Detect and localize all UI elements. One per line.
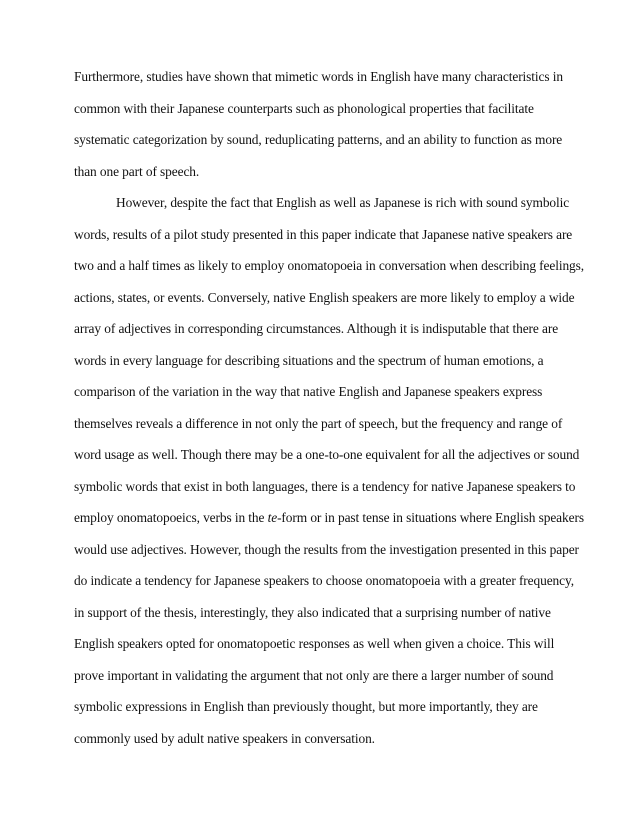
text-line-21: symbolic expressions in English than previously thought, but more importantly, they are [74, 699, 538, 714]
text-line-15-after: -form or in past tense in situations where English speakers [277, 510, 584, 525]
text-line-1: Furthermore, studies have shown that mimetic words in English have many characteristics in [74, 69, 563, 84]
text-line-15 [74, 507, 584, 539]
text-line-20: prove important in validating the argument that not only are there a larger number of sound [74, 667, 554, 683]
text-line-17: do indicate a tendency for Japanese speakers to choose onomatopoeia with a greater frequency, [74, 573, 574, 588]
text-line-10: words in every language for describing situations and the spectrum of human emotions, a [74, 352, 544, 368]
text-line-4: than one part of speech. [74, 163, 200, 179]
paragraph-2-first-line: However, despite the fact that English as well as Japanese is rich with sound symbolic [116, 195, 570, 210]
text-line-19: English speakers opted for onomatopoetic responses as well when given a choice. This will [74, 636, 555, 651]
text-line-13: word usage as well. Though there may be a one-to-one equivalent for all the adjectives or sound [74, 447, 580, 462]
text-line-9: array of adjectives in corresponding circumstances. Although it is indisputable that there are [74, 321, 559, 336]
text-line-15-before: employ onomatopoeics, verbs in the [74, 510, 268, 525]
text-line-16: would use adjectives. However, though the results from the investigation presented in this paper [74, 541, 579, 557]
text-line-3: systematic categorization by sound, reduplicating patterns, and an ability to function as more [74, 132, 563, 147]
text-line-11: comparison of the variation in the way that native English and Japanese speakers express [74, 384, 543, 399]
text-line-7: two and a half times as likely to employ onomatopoeia in conversation when describing feelings, [74, 258, 585, 273]
text-line-8: actions, states, or events. Conversely, native English speakers are more likely to employ a wide [74, 289, 575, 305]
te-form-italic: te [267, 510, 278, 525]
text-line-18: in support of the thesis, interestingly, they also indicated that a surprising number of native [74, 604, 551, 620]
text-line-14: symbolic words that exist in both languages, there is a tendency for native Japanese speakers to [74, 478, 576, 494]
text-line-12: themselves reveals a difference in not only the part of speech, but the frequency and range of [74, 415, 563, 431]
text-line-22: commonly used by adult native speakers in conversation. [74, 730, 375, 746]
body-text [74, 66, 585, 759]
text-line-6: words, results of a pilot study presented in this paper indicate that Japanese native speakers are [74, 226, 573, 242]
text-line-2: common with their Japanese counterparts such as phonological properties that facilitate [74, 100, 534, 116]
